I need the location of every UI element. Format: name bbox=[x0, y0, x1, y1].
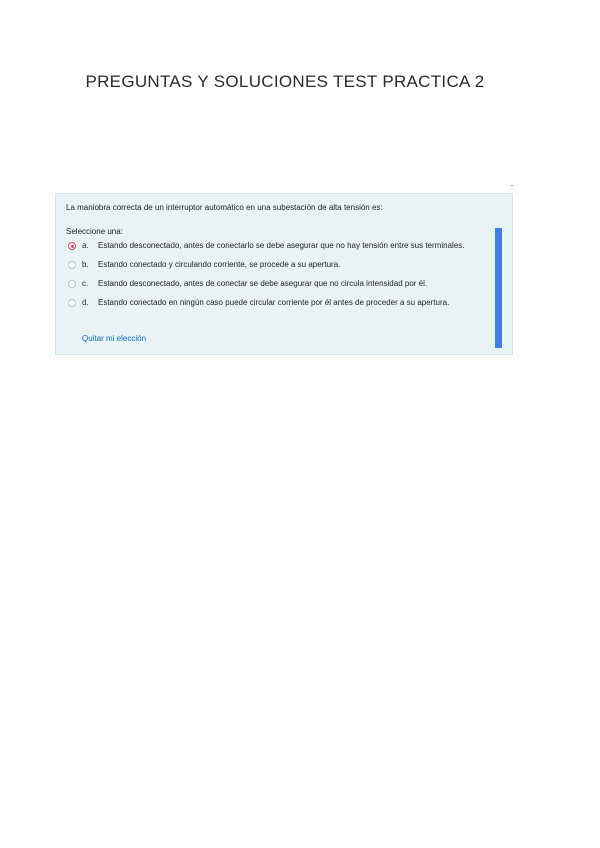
radio-icon[interactable] bbox=[68, 261, 76, 269]
stray-mark bbox=[511, 185, 513, 186]
select-one-label: Seleccione una: bbox=[66, 227, 123, 236]
option-c[interactable] bbox=[68, 278, 478, 289]
option-text: Estando conectado y circulando corriente, se procede a su apertura. bbox=[98, 260, 341, 269]
option-text: Estando desconectado, antes de conectarlo se debe asegurar que no hay tensión entre sus terminales. bbox=[98, 241, 465, 250]
scrollbar[interactable] bbox=[495, 228, 502, 348]
option-letter: d. bbox=[82, 298, 89, 307]
answer-options bbox=[68, 240, 478, 316]
clear-choice-link[interactable]: Quitar mi elección bbox=[82, 334, 147, 343]
question-card bbox=[55, 193, 513, 355]
option-letter: b. bbox=[82, 260, 89, 269]
option-letter: a. bbox=[82, 241, 89, 250]
option-b[interactable] bbox=[68, 259, 478, 270]
radio-icon[interactable] bbox=[68, 299, 76, 307]
document-title: PREGUNTAS Y SOLUCIONES TEST PRACTICA 2 bbox=[85, 72, 485, 91]
radio-selected-icon[interactable] bbox=[68, 242, 76, 250]
option-letter: c. bbox=[82, 279, 89, 288]
option-a[interactable] bbox=[68, 240, 478, 251]
radio-icon[interactable] bbox=[68, 280, 76, 288]
option-text: Estando desconectado, antes de conectar se debe asegurar que no circula intensidad por él. bbox=[98, 279, 428, 288]
option-d[interactable] bbox=[68, 297, 478, 308]
option-text: Estando conectado en ningún caso puede circular corriente por él antes de proceder a su apertura. bbox=[98, 298, 450, 307]
question-text: La maniobra correcta de un interruptor automático en una subestación de alta tensión es: bbox=[66, 203, 383, 212]
